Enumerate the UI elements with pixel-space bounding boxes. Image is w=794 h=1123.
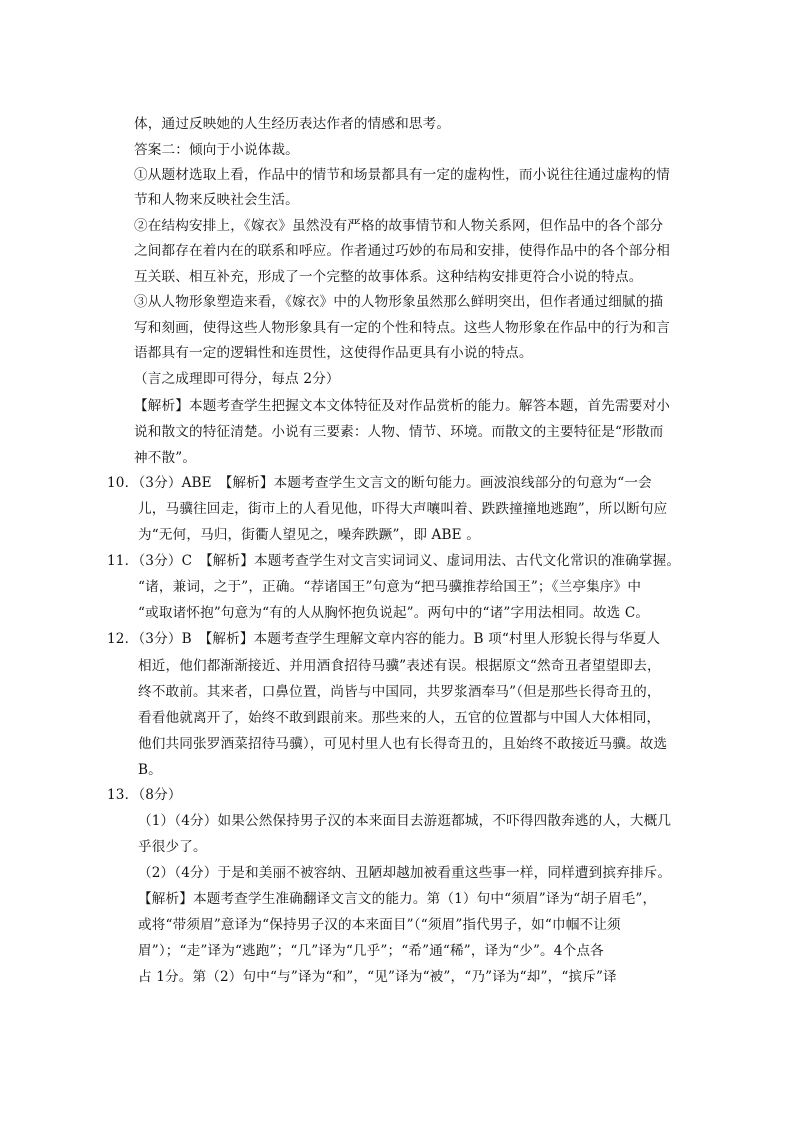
text-line: 写和刻画，使得这些人物形象具有一定的个性和特点。这些人物形象在作品中的行为和言 — [134, 320, 671, 336]
text-line: 相近，他们都渐渐接近、并用酒食招待马骥”表述有误。根据原文“然奇丑者望望即去， — [138, 658, 661, 674]
text-line: ②在结构安排上，《嫁衣》虽然没有严格的故事情节和人物关系网，但作品中的各个部分 — [134, 218, 664, 234]
text-line: B。 — [138, 762, 162, 778]
question-10: 10．（3分）ABE 【解析】本题考查学生文言文的断句能力。画波浪线部分的句意为“一会 — [107, 475, 652, 491]
text-line: 节和人物来反映社会生活。 — [134, 192, 299, 208]
text-line: （1）（4分）如果公然保持男子汉的本来面目去游逛都城，不吓得四散奔逃的人，大概几 — [138, 813, 672, 829]
question-11: 11．（3分）C 【解析】本题考查学生对文言实词词义、虚词用法、古代文化常识的准确掌握。 — [107, 553, 681, 569]
text-line: 儿，马骥往回走，街市上的人看见他，吓得大声嚷叫着、跌跌撞撞地逃跑”，所以断句应 — [138, 501, 668, 517]
text-line: ③从人物形象塑造来看，《嫁衣》中的人物形象虽然那么鲜明突出，但作者通过细腻的描 — [134, 294, 664, 310]
question-13: 13．（8分） — [107, 787, 182, 803]
text-line: 说和散文的特征清楚。小说有三要素：人物、情节、环境。而散文的主要特征是“形散而 — [134, 424, 664, 440]
text-line: 互关联、相互补充，形成了一个完整的故事体系。这种结构安排更符合小说的特点。 — [134, 269, 643, 285]
text-line: 语都具有一定的逻辑性和连贯性，这使得作品更具有小说的特点。 — [134, 345, 533, 361]
text-line: 乎很少了。 — [138, 839, 207, 855]
text-line: ①从题材选取上看，作品中的情节和场景都具有一定的虚构性，而小说往往通过虚构的情 — [134, 167, 671, 183]
text-line: 之间都存在着内在的联系和呼应。作者通过巧妙的布局和安排，使得作品中的各个部分相 — [134, 243, 671, 259]
text-line: 眉”）；“走”译为“逃跑”；“几”译为“几乎”；“希”通“稀”，译为“少”。4个点各 — [138, 943, 604, 959]
text-line: 体，通过反映她的人生经历表达作者的情感和思考。 — [134, 116, 451, 132]
text-line: “诸，兼词，之于”，正确。“荐诸国王”句意为“把马骥推荐给国王”；《兰亭集序》中 — [138, 579, 642, 595]
text-line: 终不敢前。其来者，口鼻位置，尚皆与中国同，共罗浆酒奉马”（但是那些长得奇丑的， — [138, 684, 661, 700]
text-line: 看看他就离开了，始终不敢到跟前来。那些来的人，五官的位置都与中国人大体相同， — [138, 710, 661, 726]
text-line: 答案二：倾向于小说体裁。 — [134, 142, 299, 158]
analysis-line: 【解析】本题考查学生准确翻译文言文的能力。第（1）句中“须眉”译为“胡子眉毛”， — [138, 891, 657, 907]
analysis-line: 【解析】本题考查学生把握文本文体特征及对作品赏析的能力。解答本题，首先需要对小 — [134, 398, 671, 414]
text-line: 或将“带须眉”意译为“保持男子汉的本来面目”（“须眉”指代男子，如“巾帼不让须 — [138, 917, 621, 933]
text-line: 为“无何，马归，街衢人望见之，噪奔跌蹶”，即 ABE 。 — [138, 527, 480, 543]
text-line: “或取诸怀抱”句意为“有的人从胸怀抱负说起”。两句中的“诸”字用法相同。故选 C。 — [138, 605, 650, 621]
text-line: 他们共同张罗酒菜招待马骥），可见村里人也有长得奇丑的，且始终不敢接近马骥。故选 — [138, 736, 668, 752]
text-line: 占 1分。第（2）句中“与”译为“和”，“见”译为“被”，“乃”译为“却”，“摈斥”译 — [138, 969, 617, 985]
text-line: （言之成理即可得分，每点 2分） — [134, 371, 340, 387]
text-line: （2）（4分）于是和美丽不被容纳、丑陋却越加被看重这些事一样，同样遭到摈弃排斥。 — [138, 865, 672, 881]
question-12: 12．（3分）B 【解析】本题考查学生理解文章内容的能力。B 项“村里人形貌长得与华夏人 — [107, 631, 661, 647]
text-line: 神不散”。 — [134, 450, 197, 466]
